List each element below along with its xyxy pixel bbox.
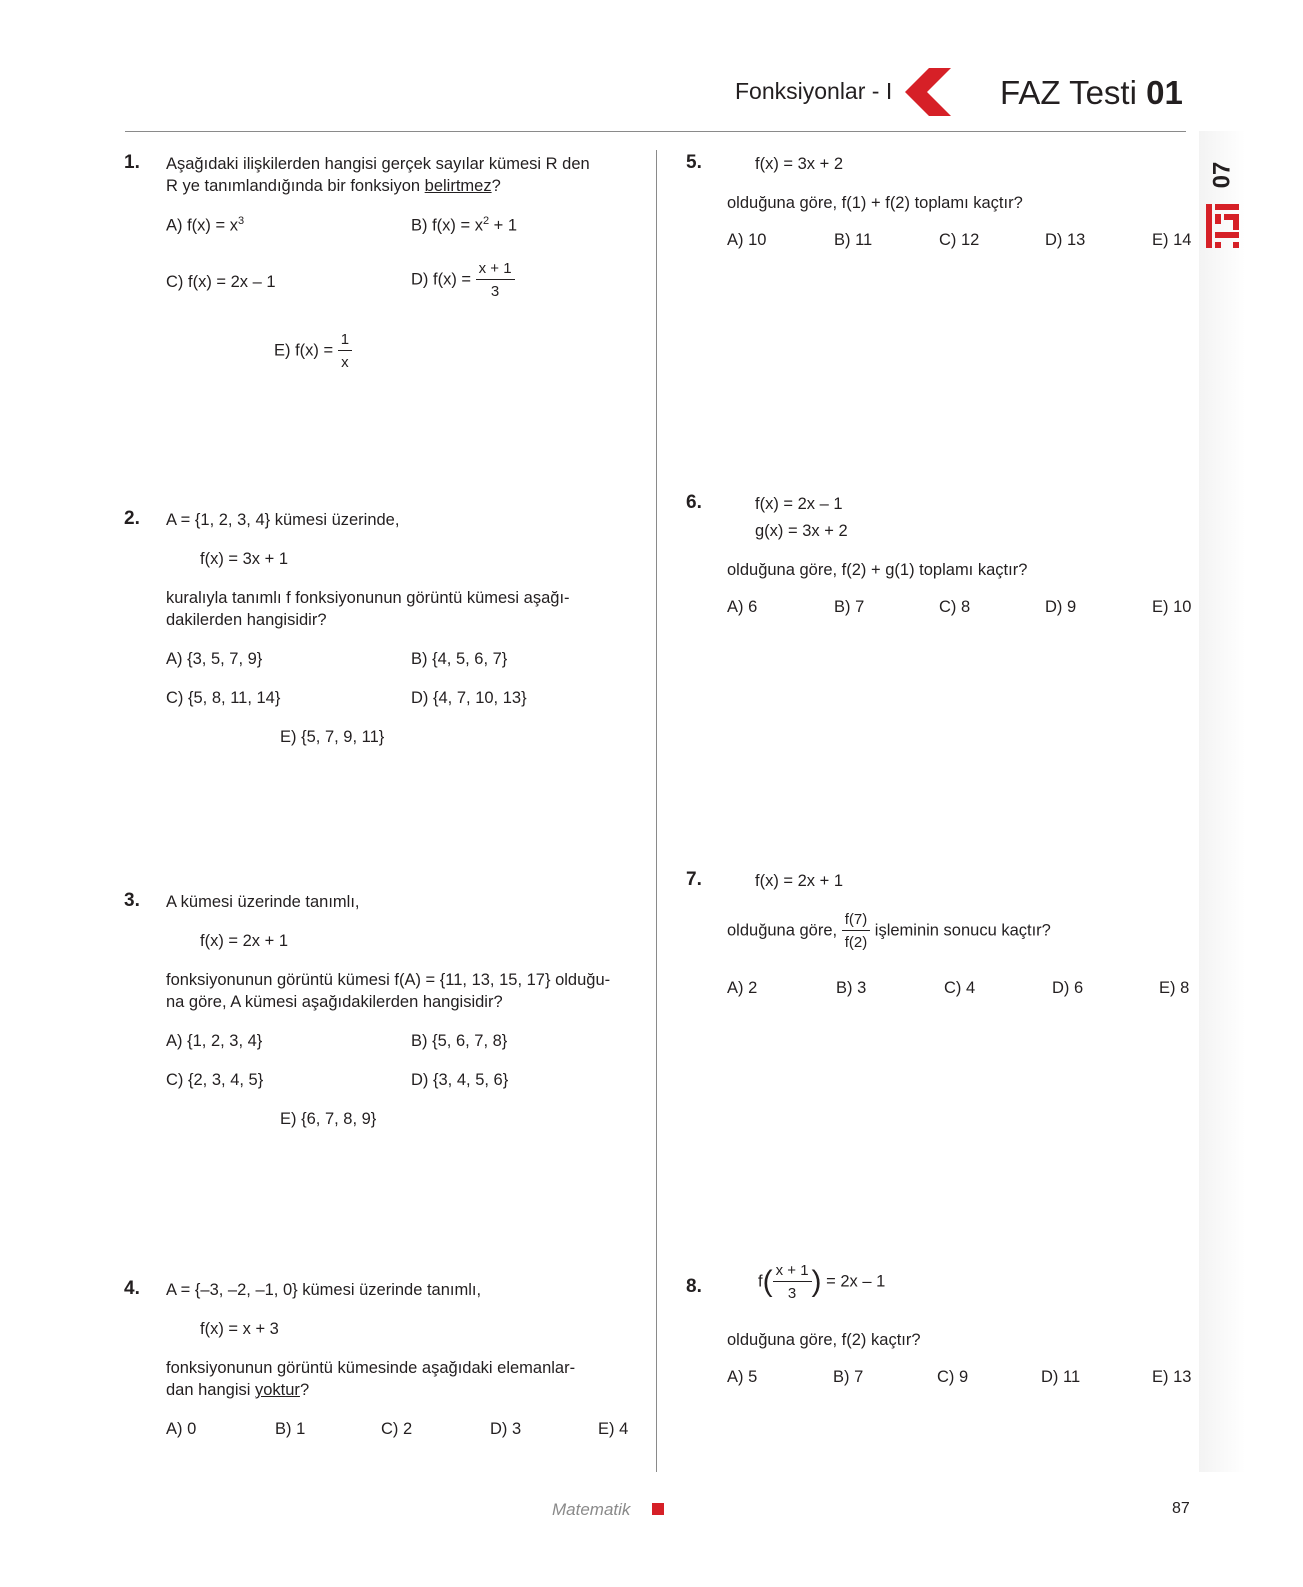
question-number: 8. — [686, 1276, 702, 1297]
option-a[interactable]: A) 2 — [727, 979, 758, 997]
question-line: kuralıyla tanımlı f fonksiyonunun görüntü kümesi aşağı- — [166, 589, 570, 607]
option-d[interactable]: D) 13 — [1045, 231, 1086, 249]
function-definition: f(x) = 2x – 1 — [755, 495, 843, 513]
left-paren: ( — [762, 1265, 773, 1298]
option-c[interactable]: C) {2, 3, 4, 5} — [166, 1071, 264, 1089]
option-c[interactable]: C) 12 — [939, 231, 980, 249]
option-e[interactable] — [274, 332, 352, 370]
option-a[interactable]: A) 10 — [727, 231, 767, 249]
option-d[interactable]: D) 11 — [1041, 1368, 1081, 1386]
option-label: D) f(x) = — [411, 270, 476, 289]
side-tab-number — [1204, 150, 1240, 200]
function-definition: f(x) = 2x + 1 — [755, 872, 844, 890]
option-c[interactable]: C) 8 — [939, 598, 971, 616]
option-b[interactable]: B) 3 — [836, 979, 867, 997]
column-divider — [656, 150, 657, 1472]
option-b[interactable]: B) {5, 6, 7, 8} — [411, 1032, 508, 1050]
question-number: 5. — [686, 152, 702, 173]
option-d[interactable]: D) {4, 7, 10, 13} — [411, 689, 527, 707]
option-c[interactable]: C) {5, 8, 11, 14} — [166, 689, 281, 707]
fraction-numerator: f(7) — [842, 912, 871, 931]
option-c[interactable]: C) f(x) = 2x – 1 — [166, 273, 276, 291]
question-number: 2. — [124, 508, 140, 529]
section-subtitle: Fonksiyonlar - I — [735, 78, 893, 104]
function-definition: f(x) = 2x + 1 — [200, 932, 289, 950]
option-a[interactable]: A) {1, 2, 3, 4} — [166, 1032, 263, 1050]
underlined-keyword: yoktur — [255, 1381, 300, 1399]
question-number: 4. — [124, 1278, 140, 1299]
option-label-tail: + 1 — [489, 216, 518, 235]
question-text: olduğuna göre, — [727, 921, 842, 940]
page-title — [1000, 74, 1183, 112]
option-b[interactable]: B) {4, 5, 6, 7} — [411, 650, 508, 668]
question-4-text — [166, 1357, 646, 1401]
option-b[interactable] — [411, 215, 517, 236]
question-line: A = {–3, –2, –1, 0} kümesi üzerinde tanımlı, — [166, 1281, 482, 1299]
fraction — [476, 261, 515, 299]
fraction-denominator: 3 — [490, 283, 500, 300]
question-line — [166, 1379, 646, 1401]
title-prefix: FAZ Testi — [1000, 74, 1137, 111]
question-line: dakilerden hangisidir? — [166, 611, 327, 629]
option-a[interactable]: A) 6 — [727, 598, 758, 616]
fraction — [842, 912, 871, 950]
question-line: fonksiyonunun görüntü kümesi f(A) = {11, 13, 15, 17} olduğu- — [166, 971, 611, 989]
option-b[interactable]: B) 7 — [834, 598, 865, 616]
option-a[interactable] — [166, 215, 244, 236]
fraction-denominator: x — [341, 354, 349, 371]
chevron-left-icon — [905, 68, 951, 121]
exponent: 2 — [482, 215, 490, 227]
question-text: dan hangisi — [166, 1381, 255, 1399]
footer-square-icon — [652, 1503, 664, 1515]
option-b[interactable]: B) 1 — [275, 1420, 306, 1438]
question-text: R ye tanımlandığında bir fonksiyon — [166, 177, 425, 195]
option-e[interactable]: E) 13 — [1152, 1368, 1192, 1386]
question-line: olduğuna göre, f(2) + g(1) toplamı kaçtır? — [727, 561, 1028, 579]
option-b[interactable]: B) 7 — [833, 1368, 864, 1386]
option-d[interactable]: D) {3, 4, 5, 6} — [411, 1071, 509, 1089]
option-a[interactable]: A) 5 — [727, 1368, 758, 1386]
side-tab-text: 07 — [1208, 161, 1236, 189]
fraction-numerator: 1 — [338, 332, 352, 351]
question-text: işleminin sonucu kaçtır? — [870, 921, 1051, 940]
option-c[interactable]: C) 4 — [944, 979, 976, 997]
question-3-text — [166, 969, 646, 1013]
question-line: na göre, A kümesi aşağıdakilerden hangisidir? — [166, 993, 503, 1011]
option-label: A) f(x) = x — [166, 216, 238, 235]
function-equation — [758, 1263, 885, 1301]
fraction-numerator: x + 1 — [773, 1263, 812, 1282]
question-line — [166, 175, 636, 197]
question-number: 6. — [686, 492, 702, 513]
equation-rhs: = 2x – 1 — [821, 1272, 886, 1291]
option-e[interactable]: E) 4 — [598, 1420, 629, 1438]
right-paren: ) — [811, 1265, 822, 1298]
option-c[interactable]: C) 2 — [381, 1420, 413, 1438]
option-c[interactable]: C) 9 — [937, 1368, 969, 1386]
footer-subject: Matematik — [552, 1500, 631, 1519]
underlined-keyword: belirtmez — [424, 177, 492, 195]
question-line: fonksiyonunun görüntü kümesinde aşağıdaki elemanlar- — [166, 1359, 576, 1377]
option-d[interactable]: D) 6 — [1052, 979, 1084, 997]
option-e[interactable]: E) {6, 7, 8, 9} — [280, 1110, 377, 1128]
question-line: olduğuna göre, f(2) kaçtır? — [727, 1331, 921, 1349]
brand-logo-icon — [1206, 204, 1240, 255]
option-e[interactable]: E) 8 — [1159, 979, 1190, 997]
function-definition: f(x) = 3x + 1 — [200, 550, 289, 568]
page-number: 87 — [1172, 1500, 1190, 1517]
title-number: 01 — [1146, 74, 1183, 111]
fraction — [773, 1263, 812, 1301]
question-line: Aşağıdaki ilişkilerden hangisi gerçek sayılar kümesi R den — [166, 155, 590, 173]
side-strip — [1199, 131, 1245, 1472]
option-a[interactable]: A) {3, 5, 7, 9} — [166, 650, 263, 668]
question-line — [727, 912, 1051, 950]
fraction-denominator: 3 — [787, 1285, 797, 1302]
option-e[interactable]: E) 10 — [1152, 598, 1192, 616]
question-line: A kümesi üzerinde tanımlı, — [166, 893, 360, 911]
question-mark: ? — [491, 177, 501, 195]
question-1-text — [166, 153, 636, 197]
fraction-numerator: x + 1 — [476, 261, 515, 280]
option-d[interactable] — [411, 261, 515, 299]
fraction — [338, 332, 352, 370]
function-name: f — [758, 1272, 763, 1291]
header-rule — [125, 131, 1186, 132]
option-e[interactable]: E) {5, 7, 9, 11} — [280, 728, 385, 746]
option-label: B) f(x) = x — [411, 216, 483, 235]
function-definition: f(x) = x + 3 — [200, 1320, 279, 1338]
option-d[interactable]: D) 9 — [1045, 598, 1077, 616]
question-line: A = {1, 2, 3, 4} kümesi üzerinde, — [166, 511, 400, 529]
question-line: olduğuna göre, f(1) + f(2) toplamı kaçtır? — [727, 194, 1023, 212]
question-number: 3. — [124, 890, 140, 911]
fraction-denominator: f(2) — [844, 934, 868, 951]
exponent: 3 — [237, 215, 245, 227]
option-a[interactable]: A) 0 — [166, 1420, 197, 1438]
option-b[interactable]: B) 11 — [834, 231, 873, 249]
option-e[interactable]: E) 14 — [1152, 231, 1192, 249]
option-label: E) f(x) = — [274, 341, 338, 360]
question-mark: ? — [299, 1381, 310, 1399]
question-2-text — [166, 587, 636, 631]
function-definition: g(x) = 3x + 2 — [755, 522, 848, 540]
function-definition: f(x) = 3x + 2 — [755, 155, 844, 173]
option-d[interactable]: D) 3 — [490, 1420, 522, 1438]
question-number: 1. — [124, 152, 140, 173]
question-number: 7. — [686, 869, 702, 890]
